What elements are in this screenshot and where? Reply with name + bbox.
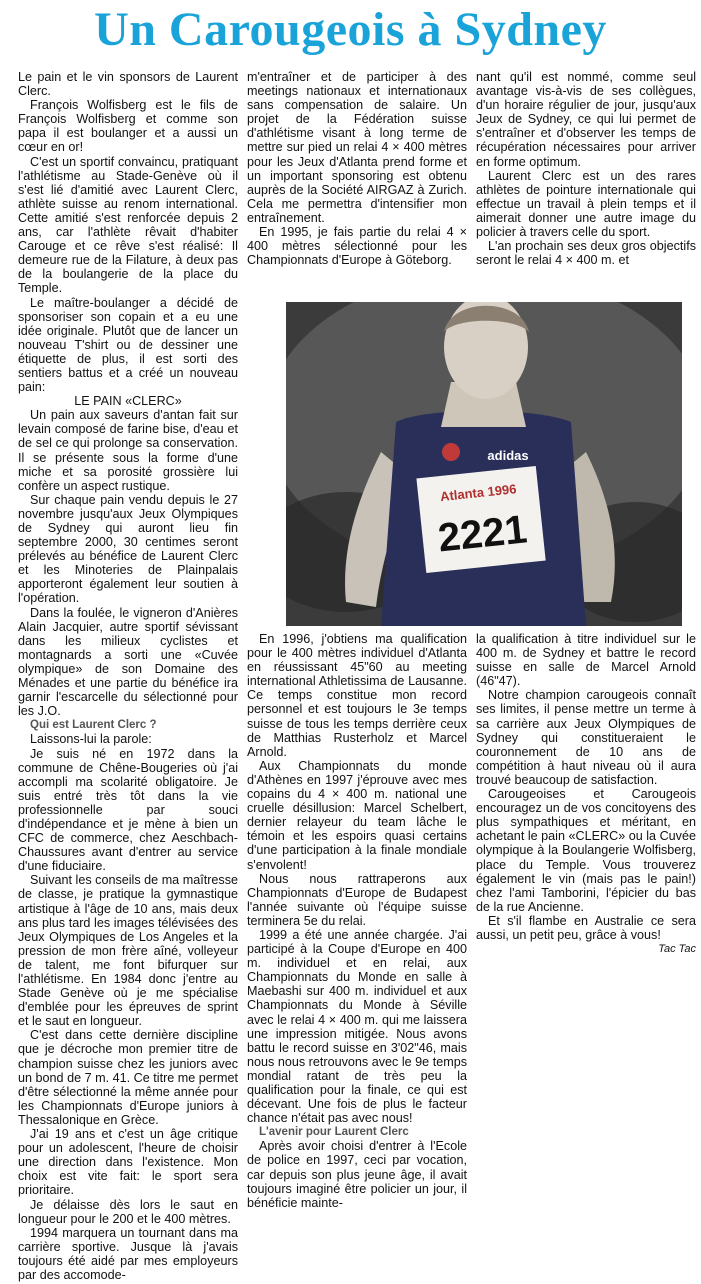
paragraph: En 1995, je fais partie du relai 4 × 400 mètres sélectionné pour les Championnats d'Europe à Göteborg.: [247, 225, 467, 268]
article-column-3-top: [476, 70, 696, 306]
athlete-photo: [286, 302, 682, 626]
paragraph: Le pain et le vin sponsors de Laurent Clerc.: [18, 70, 238, 99]
paragraph: Je délaisse dès lors le saut en longueur pour le 200 et le 400 mètres.: [18, 1197, 238, 1226]
article-column-1: [18, 70, 238, 1284]
paragraph: Un pain aux saveurs d'antan fait sur levain composé de farine bise, d'eau et de sel ce qui prolonge sa conservation. Il se présente sous la forme d'une miche et sa porosité grossière lui confère un aspect rustique.: [18, 408, 238, 493]
paragraph: Dans la foulée, le vigneron d'Anières Alain Jacquier, autre sportif sévissant dans les milieux cyclistes et montagnards a sorti une «Cuvée olympique» de son Domaine des Ménades et une partie du bénéfice ira garnir l'escarcelle du sélectionné pour les J.O.: [18, 605, 238, 719]
brand-logo: adidas: [487, 448, 529, 463]
article-column-3-bottom: [476, 632, 696, 972]
bib-header: Atlanta 1996: [439, 481, 518, 505]
article-column-2-bottom: [247, 632, 467, 1284]
paragraph: En 1996, j'obtiens ma qualification pour le 400 mètres individuel d'Atlanta en réussissant 45"60 au meeting international Athletissima de Lausanne. Ce temps constitue mon record personnel et est toujours le 3e temps suisse de tous les temps derrière ceux de Matthias Rusterholz et Marcel Arnold.: [247, 632, 467, 759]
paragraph: C'est un sportif convaincu, pratiquant l'athlétisme au Stade-Genève où il s'est lié d'amitié avec Laurent Clerc, athlète suisse au renom international. Cette amitié s'est renforcée depuis 2 ans, car l'athlète rêvait d'habiter Carouge et ce rêve s'est réalisé: Il demeure rue de la Filature, à deux pas de la boulangerie de la place du Temple.: [18, 154, 238, 296]
paragraph: François Wolfisberg est le fils de François Wolfisberg et comme son papa il est boulanger et a aussi un cœur en or!: [18, 98, 238, 155]
article-column-2-top: [247, 70, 467, 306]
bib-number: 2221: [436, 507, 530, 561]
team-emblem: [442, 443, 460, 461]
paragraph: C'est dans cette dernière discipline que je décroche mon premier titre de champion suisse chez les juniors avec un bond de 7 m. 41. Ce titre me permet d'être sélectionné la même année pour les Championnats d'Europe juniors à Thessalonique en Grèce.: [18, 1028, 238, 1127]
paragraph: 1994 marquera un tournant dans ma carrière sportive. Jusque là j'avais toujours été aidé par mes employeurs par des accomode-: [18, 1225, 238, 1282]
author-signature: Tac Tac: [658, 943, 696, 956]
paragraph: Le maître-boulanger a décidé de sponsoriser son copain et a eu une idée originale. Plutôt que de lancer un nouveau T'shirt ou de dessiner une étiquette de plus, il est sorti des sentiers battus et a créé un nouveau pain:: [18, 295, 238, 395]
paragraph: Laissons-lui la parole:: [30, 732, 152, 747]
paragraph: 1999 a été une année chargée. J'ai participé à la Coupe d'Europe en 400 m. individuel et en relai, aux Championnats du Monde en salle à Maebashi sur 400 m. individuel et aux Championnats du Monde à Séville avec le relai 4 × 400 m. qui me laissera une impression mitigée. Nous avons battu le record suisse en 3'02"46, mais nous nous retrouvons avec le 9e temps mondial ratant de très peu la qualification pour la finale, ce qui est décevant. Une fois de plus le facteur chance n'était pas avec nous!: [247, 927, 467, 1126]
paragraph: Nous nous rattraperons aux Championnats d'Europe de Budapest l'année suivante où l'équipe suisse terminera 5e du relai.: [247, 871, 467, 928]
paragraph: Carougeoises et Carougeois encouragez un de vos concitoyens des plus sympathiques et méritant, en achetant le pain «CLERC» ou la Cuvée olympique à la Boulangerie Wolfisberg, place du Temple. Vous trouverez également le vin (mais pas le pain!) chez l'ami Tamborini, l'épicier du bas de la rue Ancienne.: [476, 787, 696, 914]
paragraph: la qualification à titre individuel sur le 400 m. de Sydney et battre le record suisse en salle de Marcel Arnold (46"47).: [476, 632, 696, 689]
paragraph: Aux Championnats du monde d'Athènes en 1997 j'éprouve avec mes copains du 4 × 400 m. national une cruelle désillusion: Marcel Schelbert, dernier relayeur du team lâche le témoin et les espoirs quasi certains d'une participation à la finale mondiale s'envolent!: [247, 758, 467, 872]
paragraph: Après avoir choisi d'entrer à l'Ecole de police en 1997, ceci par vocation, car depuis son plus jeune âge, il avait toujours imaginé être policier un jour, il bénéficie mainte-: [247, 1139, 467, 1210]
paragraph: m'entraîner et de participer à des meetings nationaux et internationaux sans compensation de salaire. Un projet de la Fédération suisse d'athlétisme visant à long terme de mettre sur pied un relai 4 × 400 mètres pour les Jeux d'Atlanta prend forme et un important sponsoring est obtenu auprès de la Société AIRGAZ à Zurich. Cela me permettra d'intensifier mon entraînement.: [247, 70, 467, 225]
paragraph: Suivant les conseils de ma maîtresse de classe, je pratique la gymnastique artistique à l'âge de 10 ans, mais deux ans plus tard les images télévisées des Jeux Olympiques de Los Angeles et la pression de mon frère aîné, volleyeur de talent, me font bifurquer sur l'athlétisme. En 1984 donc j'entre au Stade Genève où je me spécialise d'emblée pour les épreuves de sprint et le saut en longueur.: [18, 873, 238, 1029]
subheading-future: L'avenir pour Laurent Clerc: [259, 1126, 409, 1139]
paragraph: Notre champion carougeois connaît ses limites, il pense mettre un terme à sa carrière aux Jeux Olympiques de Sydney qui constitueraient le couronnement de 10 ans de compétition à haut niveau où il aura trouvé beaucoup de satisfaction.: [476, 688, 696, 787]
paragraph: Sur chaque pain vendu depuis le 27 novembre jusqu'aux Jeux Olympiques de Sydney qui auront lieu fin septembre 2000, 30 centimes seront prélevés au bénéfice de Laurent Clerc et les Minoteries de Plainpalais apporteront également leur soutien à l'opération.: [18, 492, 238, 606]
paragraph: L'an prochain ses deux gros objectifs seront le relai 4 × 400 m. et: [476, 239, 696, 268]
paragraph: Et s'il flambe en Australie ce sera aussi, un petit peu, grâce à vous!: [476, 913, 696, 942]
athlete-illustration: [286, 302, 682, 626]
bread-name: LE PAIN «CLERC»: [74, 394, 182, 409]
subheading-who-is: Qui est Laurent Clerc ?: [30, 719, 157, 732]
paragraph: Je suis né en 1972 dans la commune de Chêne-Bougeries où j'ai accompli ma scolarité obligatoire. Je suis entré très tôt dans la vie professionnelle par souci d'indépendance et je mène à bien un CFC de commerce, chez Aeschbach-Chaussures avant d'entrer au service d'une fiduciaire.: [18, 746, 238, 874]
paragraph: nant qu'il est nommé, comme seul avantage vis-à-vis de ses collègues, d'un horaire régulier de jour, jusqu'aux Jeux de Sydney, ce qui lui permet de s'entraîner et d'observer les temps de récupération nécessaires pour arriver en forme optimum.: [476, 70, 696, 169]
paragraph: Laurent Clerc est un des rares athlètes de pointure internationale qui effectue un travail à plein temps et il aimerait donner une autre image du policier à travers celle du sport.: [476, 168, 696, 240]
article-headline: Un Carougeois à Sydney: [94, 3, 607, 56]
paragraph: J'ai 19 ans et c'est un âge critique pour un adolescent, l'heure de choisir une direction dans l'existence. Mon choix est vite fait: le sport sera prioritaire.: [18, 1127, 238, 1198]
